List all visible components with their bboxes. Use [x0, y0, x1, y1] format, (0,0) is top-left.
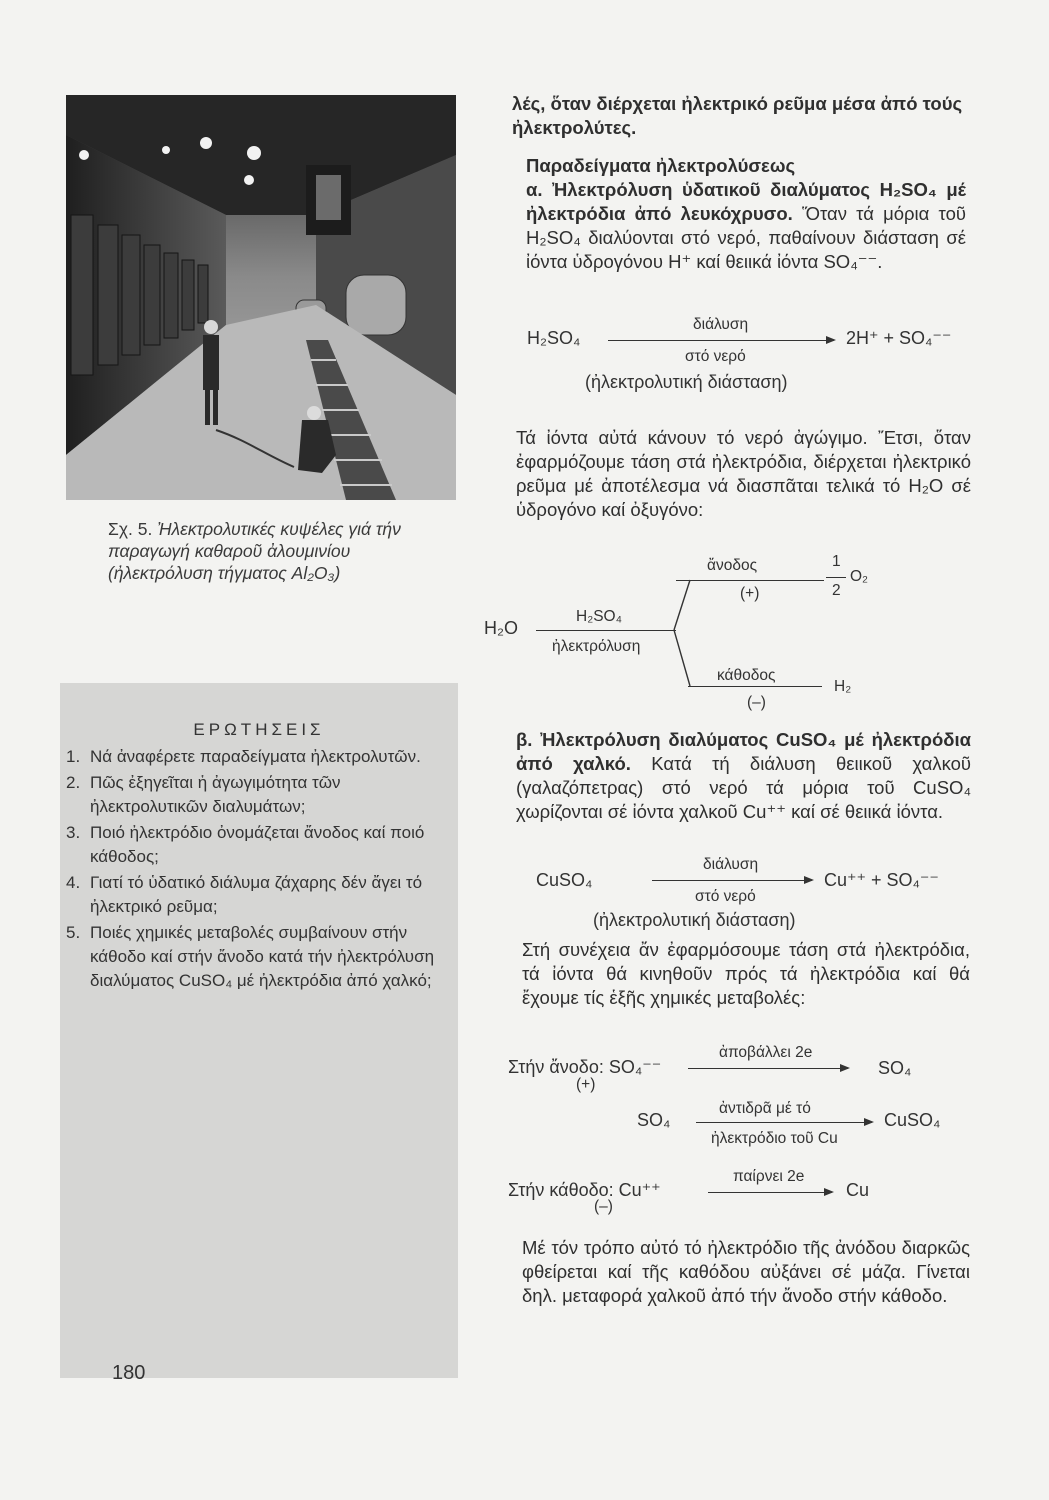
questions-box — [60, 683, 458, 1378]
anode-rx2-above: ἀντιδρᾶ μέ τό — [719, 1100, 811, 1117]
section-a-text: Ὅταν τά μόρια τοῦ H₂SO₄ διαλύονται στό νερό, παθαίνουν διάσταση σέ ἰόντα ὑδρογόνου H⁺ καί θειικά ἰόντα SO₄⁻⁻. — [526, 203, 967, 272]
figure-caption — [108, 518, 458, 584]
cathode-line — [688, 686, 822, 687]
anode-rx2-arrow — [696, 1122, 872, 1123]
question-number: 1. — [66, 747, 81, 766]
cathode-rx-label: Στήν κάθοδο: Cu⁺⁺ — [508, 1180, 661, 1200]
question-text: Νά ἀναφέρετε παραδείγματα ἠλεκτρολυτῶν. — [90, 747, 421, 766]
diagram-above: H₂SO₄ — [576, 608, 622, 625]
question-number: 4. — [66, 873, 81, 892]
anode-rx-right: SO₄ — [878, 1058, 912, 1078]
eq2-note: (ἠλεκτρολυτική διάσταση) — [593, 910, 796, 930]
factory-hall-image — [66, 95, 456, 500]
anode-sign: (+) — [740, 585, 760, 602]
anode-rx-arrow — [688, 1068, 848, 1069]
question-item — [66, 921, 458, 993]
diagram-below: ἠλεκτρόλυση — [552, 638, 641, 655]
anode-rx2-left: SO₄ — [637, 1110, 671, 1130]
section-b-heading: β. Ἠλεκτρόλυση διαλύματος CuSO₄ μέ ἠλεκτρόδια ἀπό χαλκό. — [516, 729, 971, 774]
eq1-right: 2H⁺ + SO₄⁻⁻ — [846, 328, 952, 348]
paragraph-2: Τά ἰόντα αὐτά κάνουν τό νερό ἀγώγιμο. Ἔτσι, ὅταν ἐφαρμόζουμε τάση στά ἠλεκτρόδια, διέρχεται ἠλεκτρικό ρεῦμα μέ ἀποτέλεσμα νά διασπᾶται τελικά τό H₂O σέ ὑδρογόνο καί ὀξυγόνο: — [516, 427, 971, 520]
frac-num: 1 — [832, 553, 841, 570]
frac-bar — [826, 577, 846, 578]
question-number: 3. — [66, 823, 81, 842]
cathode-sign: (–) — [747, 694, 766, 711]
anode-line — [676, 580, 824, 581]
diagram-branch — [672, 578, 692, 688]
question-number: 2. — [66, 773, 81, 792]
diagram-o2: O₂ — [850, 568, 869, 585]
eq1-arrow — [608, 340, 834, 341]
question-item — [66, 821, 458, 869]
question-text: Ποιό ἠλεκτρόδιο ὀνομάζεται ἄνοδος καί ποιό κάθοδος; — [90, 823, 425, 866]
section-a — [526, 178, 966, 274]
anode-rx-above: ἀποβάλλει 2e — [719, 1044, 813, 1061]
eq1-note: (ἠλεκτρολυτική διάσταση) — [585, 372, 788, 392]
eq2-arrow — [652, 880, 812, 881]
eq2-above: διάλυση — [703, 856, 759, 873]
question-item — [66, 745, 458, 769]
cathode-rx-right: Cu — [846, 1180, 870, 1200]
cathode-rx-above: παίρνει 2e — [733, 1168, 805, 1185]
diagram-anode: ἄνοδος — [707, 557, 758, 574]
anode-rx-sign: (+) — [576, 1076, 596, 1093]
question-item — [66, 771, 458, 819]
conclusion: Μέ τόν τρόπο αὐτό τό ἠλεκτρόδιο τῆς ἀνόδου διαρκῶς φθείρεται καί τῆς καθόδου αὐξάνει σέ μάζα. Γίνεται δηλ. μεταφορά χαλκοῦ ἀπό τήν ἄνοδο στήν κάθοδο. — [522, 1237, 970, 1306]
figure-photo — [66, 95, 456, 500]
branch-up — [674, 580, 690, 630]
anode-rx-label: Στήν ἄνοδο: SO₄⁻⁻ — [508, 1057, 662, 1077]
question-text: Ποιές χημικές μεταβολές συμβαίνουν στήν κάθοδο καί στήν ἄνοδο κατά τήν ἠλεκτρόλυση διαλύματος CuSO₄ μέ ἠλεκτρόδια ἀπό χαλκό; — [90, 923, 435, 990]
figure-caption-text: Ἠλεκτρολυτικές κυψέλες γιά τήν παραγωγή καθαροῦ ἀλουμινίου (ἠλεκτρόλυση τήγματος Al₂O₃) — [108, 519, 401, 583]
intro-text: λές, ὅταν διέρχεται ἠλεκτρικό ρεῦμα μέσα ἀπό τούς ἠλεκτρολύτες. — [512, 93, 963, 138]
anode-rx2-right: CuSO₄ — [884, 1110, 941, 1130]
page-number: 180 — [112, 1362, 146, 1384]
section-b — [516, 728, 971, 824]
question-text: Γιατί τό ὑδατικό διάλυμα ζάχαρης δέν ἄγει τό ἠλεκτρικό ρεῦμα; — [90, 873, 423, 916]
eq1-below: στό νερό — [685, 348, 746, 365]
eq2-below: στό νερό — [695, 888, 756, 905]
questions-title: ΕΡΩΤΗΣΕΙΣ — [193, 720, 325, 739]
frac-den: 2 — [832, 582, 841, 599]
section-a-heading: α. Ἠλεκτρόλυση ὑδατικοῦ διαλύματος H₂SO₄ μέ ἠλεκτρόδια ἀπό λευκόχρυσο. — [526, 179, 966, 224]
question-text: Πῶς ἐξηγεῖται ἡ ἀγωγιμότητα τῶν ἠλεκτρολυτικῶν διαλυμάτων; — [90, 773, 341, 816]
question-item — [66, 871, 458, 919]
section-b-text: Κατά τή διάλυση θειικοῦ χαλκοῦ (γαλαζόπετρας) στό νερό τά μόρια τοῦ CuSO₄ χωρίζονται σέ ἰόντα χαλκοῦ Cu⁺⁺ καί σέ θειικά ἰόντα. — [516, 753, 972, 822]
eq2-right: Cu⁺⁺ + SO₄⁻⁻ — [824, 870, 939, 890]
diagram-cathode: κάθοδος — [717, 667, 776, 684]
questions-list — [66, 745, 458, 995]
eq2-left: CuSO₄ — [536, 870, 593, 890]
diagram-reactant: H₂O — [484, 618, 518, 638]
eq1-left: H₂SO₄ — [527, 328, 581, 348]
diagram-h2: H₂ — [834, 678, 852, 695]
eq1-above: διάλυση — [693, 316, 749, 333]
question-number: 5. — [66, 923, 81, 942]
examples-heading: Παραδείγματα ἠλεκτρολύσεως — [526, 155, 796, 176]
diagram-main-line — [536, 630, 676, 631]
figure-number: Σχ. 5. — [108, 519, 153, 539]
cathode-rx-arrow — [708, 1192, 832, 1193]
branch-down — [674, 630, 690, 686]
anode-rx2-below: ἠλεκτρόδιο τοῦ Cu — [711, 1130, 838, 1147]
paragraph-3: Στή συνέχεια ἄν ἐφαρμόσουμε τάση στά ἠλεκτρόδια, τά ἰόντα θά κινηθοῦν πρός τά ἠλεκτρόδια καί θά ἔχουμε τίς ἑξῆς χημικές μεταβολές: — [522, 939, 970, 1008]
cathode-rx-sign: (–) — [594, 1198, 613, 1215]
